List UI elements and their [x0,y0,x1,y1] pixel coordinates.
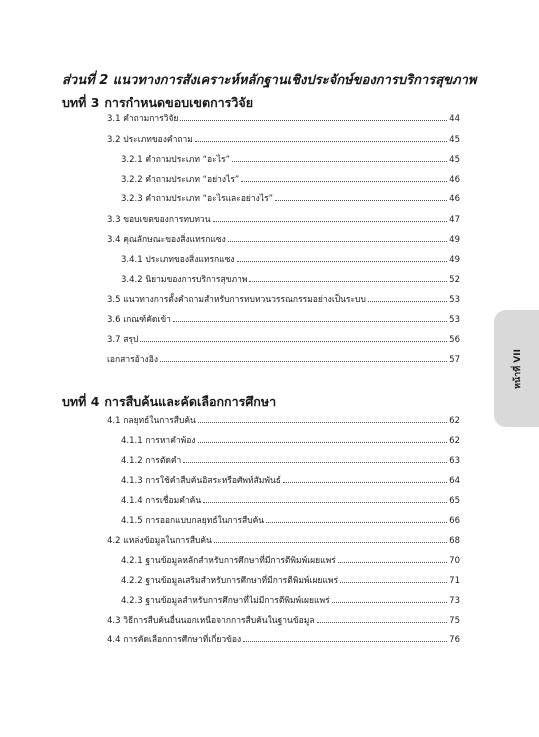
toc-label: 4.2.1 ฐานข้อมูลหลักสำหรับการศึกษาที่มีการตีพิมพ์เผยแพร่ [121,556,336,566]
toc-entry[interactable] [121,514,460,528]
toc-label: 3.2.1 คำถามประเภท “อะไร” [121,155,230,165]
toc-entry[interactable] [107,534,460,548]
toc-entry[interactable] [107,313,460,327]
toc-page-number: 53 [449,295,460,305]
toc-page-number: 64 [449,476,460,486]
dot-leader [275,200,447,201]
toc-page-number: 44 [449,114,460,124]
toc-label: 4.1 กลยุทธ์ในการสืบค้น [107,416,196,426]
toc-page-number: 46 [449,194,460,204]
dot-leader [183,462,447,463]
toc-page-number: 57 [449,355,460,365]
toc-entry[interactable] [121,554,460,568]
dot-leader [180,120,447,121]
toc-label: 3.3 ขอบเขตของการทบทวน [107,215,211,225]
dot-leader [198,422,447,423]
toc-page-number: 73 [449,596,460,606]
chapter-number: บทที่ 4 [62,394,100,409]
toc-entry[interactable] [107,353,460,367]
toc-page-number: 49 [449,235,460,245]
dot-leader [214,542,447,543]
toc-entry[interactable] [107,633,460,647]
toc-entry[interactable] [107,133,460,147]
dot-leader [232,161,447,162]
toc-label: 3.6 เกณฑ์คัดเข้า [107,315,171,325]
toc-entry[interactable] [107,233,460,247]
toc-entry[interactable] [107,614,460,628]
dot-leader [228,241,447,242]
dot-leader [237,261,448,262]
toc-page-number: 56 [449,335,460,345]
dot-leader [317,622,448,623]
toc-page-number: 75 [449,616,460,626]
toc-label: 4.1.5 การออกแบบกลยุทธ์ในการสืบค้น [121,516,265,526]
toc-entry[interactable] [121,173,460,187]
dot-leader [160,361,447,362]
toc-entry[interactable] [121,192,460,206]
toc-entry[interactable] [121,574,460,588]
toc-label: 4.2.3 ฐานข้อมูลสำหรับการศึกษาที่ไม่มีการตีพิมพ์เผยแพร่ [121,596,330,606]
toc-entry[interactable] [121,253,460,267]
toc-label: 4.3 วิธีการสืบค้นอื่นนอกเหนือจากการสืบค้นในฐานข้อมูล [107,616,315,626]
dot-leader [195,141,447,142]
toc-label: 3.2.2 คำถามประเภท “อย่างไร” [121,175,240,185]
dot-leader [243,641,447,642]
dot-leader [340,582,447,583]
toc-label: 3.5 แนวทางการตั้งคำถามสำหรับการทบทวนวรรณกรรมอย่างเป็นระบบ [107,295,366,305]
dot-leader [213,221,448,222]
toc-page-number: 70 [449,556,460,566]
toc-page-number: 76 [449,635,460,645]
toc-entry[interactable] [121,474,460,488]
toc-page-number: 53 [449,315,460,325]
dot-leader [368,301,447,302]
side-page-tab [494,310,539,427]
toc-entry[interactable] [107,213,460,227]
toc-page-number: 47 [449,215,460,225]
toc-label: 4.1.3 การใช้คำสืบค้นอิสระหรือศัพท์สัมพันธ์ [121,476,281,486]
side-page-tab-label: หน้าที่ VII [512,348,523,389]
chapter-title: การกำหนดขอบเขตการวิจัย [104,95,254,110]
toc-label: 4.1.1 การหาคำพ้อง [121,436,196,446]
toc-label: 3.2.3 คำถามประเภท “อะไรและอย่างไร” [121,194,274,204]
toc-label: 3.1 คำถามการวิจัย [107,114,179,124]
toc-entry[interactable] [107,112,460,126]
toc-page-number: 45 [449,135,460,145]
toc-page-number: 65 [449,496,460,506]
dot-leader [266,522,447,523]
toc-page-number: 66 [449,516,460,526]
toc-page-number: 45 [449,155,460,165]
toc-label: 3.2 ประเภทของคำถาม [107,135,193,145]
chapter-3-heading [62,93,253,113]
toc-label: 3.7 สรุป [107,335,139,345]
toc-entry[interactable] [107,293,460,307]
toc-entry[interactable] [121,153,460,167]
toc-label: 4.2 แหล่งข้อมูลในการสืบค้น [107,536,212,546]
toc-page-number: 68 [449,536,460,546]
chapter-number: บทที่ 3 [62,95,100,110]
toc-page-number: 62 [449,416,460,426]
dot-leader [140,341,447,342]
chapter-4-heading [62,392,276,412]
dot-leader [241,181,447,182]
toc-entry[interactable] [121,594,460,608]
toc-page-number: 46 [449,175,460,185]
toc-entry[interactable] [107,414,460,428]
chapter-title: การสืบค้นและคัดเลือกการศึกษา [104,394,277,409]
toc-entry[interactable] [121,494,460,508]
toc-page-number: 62 [449,436,460,446]
toc-page-number: 63 [449,456,460,466]
toc-page-number: 49 [449,255,460,265]
toc-page-number: 52 [449,275,460,285]
toc-label: 4.2.2 ฐานข้อมูลเสริมสำหรับการศึกษาที่มีการตีพิมพ์เผยแพร่ [121,576,339,586]
part-title: ส่วนที่ 2 แนวทางการสังเคราะห์หลักฐานเชิงประจักษ์ของการบริการสุขภาพ [62,73,477,88]
toc-label: 4.4 การคัดเลือกการศึกษาที่เกี่ยวข้อง [107,635,242,645]
dot-leader [249,281,447,282]
dot-leader [203,502,447,503]
toc-label: 3.4.1 ประเภทของสิ่งแทรกแซง [121,255,235,265]
dot-leader [283,482,447,483]
toc-label: 4.1.4 การเชื่อมคำค้น [121,496,202,506]
toc-label: เอกสารอ้างอิง [107,355,158,365]
dot-leader [198,442,448,443]
dot-leader [332,602,448,603]
toc-label: 3.4 คุณลักษณะของสิ่งแทรกแซง [107,235,226,245]
toc-entry[interactable] [107,333,460,347]
toc-label: 3.4.2 นิยามของการบริการสุขภาพ [121,275,248,285]
dot-leader [338,562,447,563]
toc-page-number: 71 [449,576,460,586]
toc-entry[interactable] [121,434,460,448]
toc-entry[interactable] [121,454,460,468]
dot-leader [173,321,447,322]
toc-label: 4.1.2 การตัดคำ [121,456,182,466]
toc-entry[interactable] [121,273,460,287]
